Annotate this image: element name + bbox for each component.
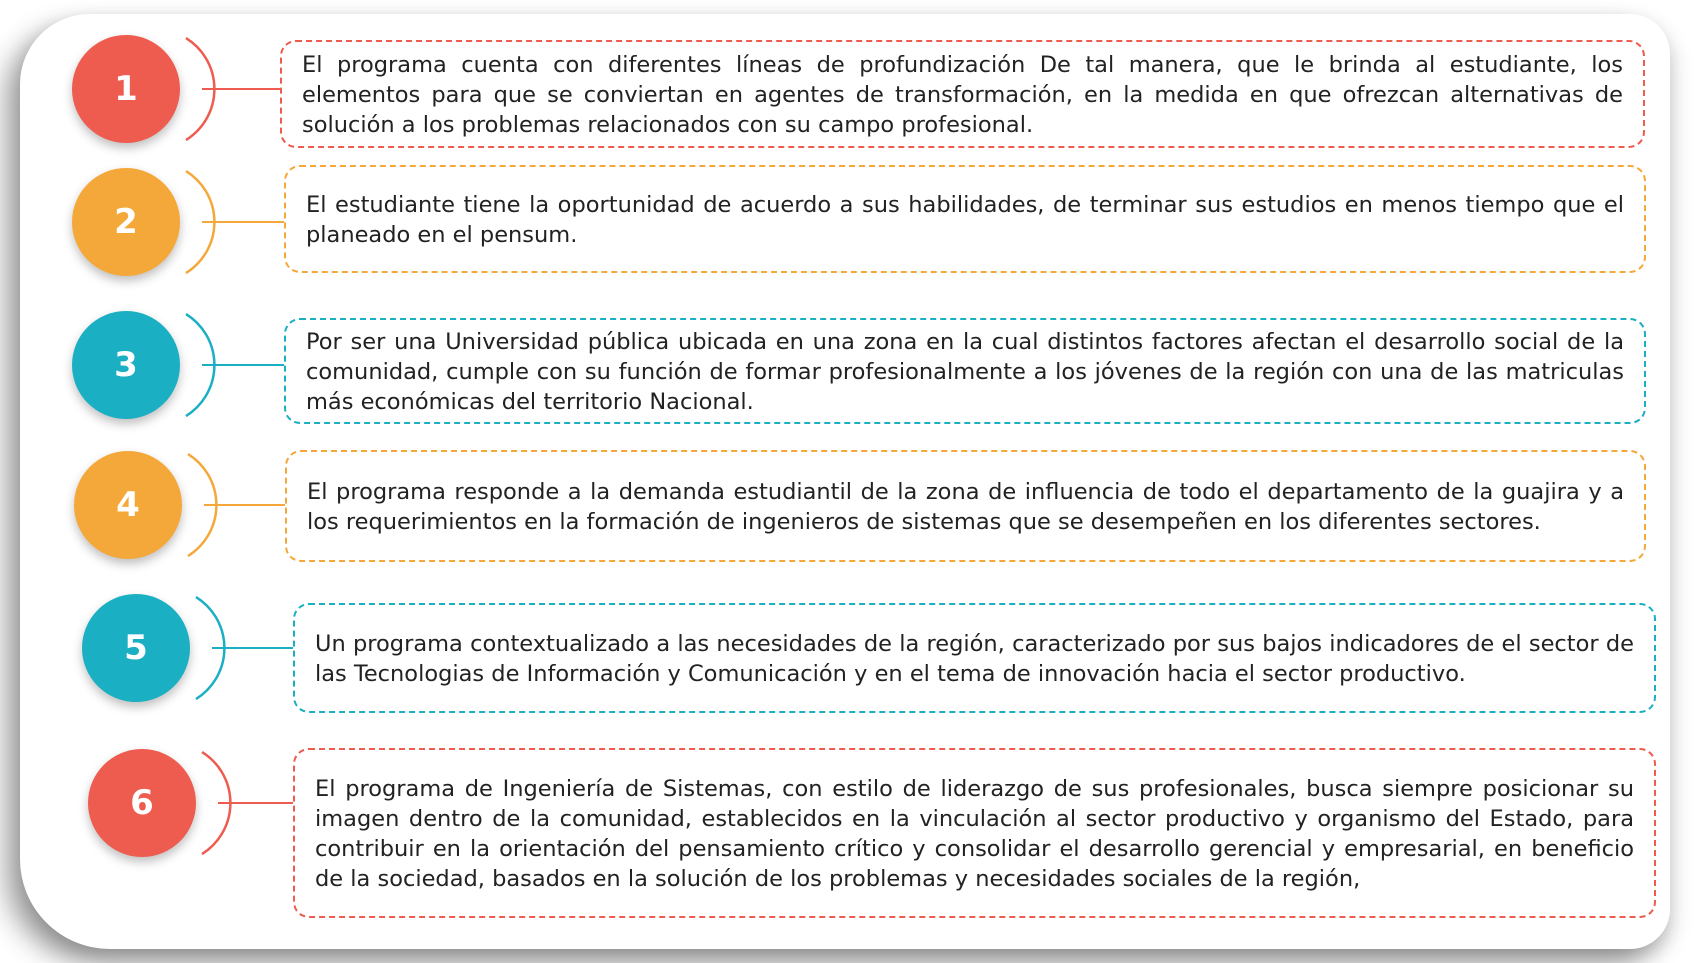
text-box <box>284 165 1646 273</box>
item-text: El programa de Ingeniería de Sistemas, con estilo de liderazgo de sus profesionales, busca siempre posicionar su imagen dentro de la comunidad, establecidos en la vinculación al sector productivo y organismo del Estado, para contribuir en la orientación del pensamiento crítico y consolidar el desarrollo gerencial y empresarial, en beneficio de la sociedad, basados en la solución de los problemas y necesidades sociales de la región, <box>315 776 1634 892</box>
connector-line <box>202 88 280 90</box>
number-badge: 2 <box>72 168 180 276</box>
connector-line <box>202 221 284 223</box>
text-box <box>293 603 1656 713</box>
item-text: Un programa contextualizado a las necesidades de la región, caracterizado por sus bajos indicadores de el sector de las Tecnologias de Información y Comunicación y en el tema de innovación hacia el sector productivo. <box>315 631 1634 687</box>
number-badge: 6 <box>88 749 196 857</box>
number-badge: 4 <box>74 451 182 559</box>
text-box <box>285 450 1646 562</box>
item-text: El programa responde a la demanda estudiantil de la zona de influencia de todo el departamento de la guajira y a los requerimientos en la formación de ingenieros de sistemas que se desempeñen en los diferentes sectores. <box>307 479 1624 535</box>
text-box <box>280 40 1645 148</box>
number-badge: 5 <box>82 594 190 702</box>
connector-line <box>218 802 293 804</box>
connector-line <box>212 647 293 649</box>
connector-line <box>204 504 285 506</box>
number-badge: 3 <box>72 311 180 419</box>
item-text: Por ser una Universidad pública ubicada en una zona en la cual distintos factores afectan el desarrollo social de la comunidad, cumple con su función de formar profesionalmente a los jóvenes de la región con una de las matriculas más económicas del territorio Nacional. <box>306 329 1624 415</box>
text-box <box>284 318 1646 424</box>
number-badge: 1 <box>72 35 180 143</box>
item-text: El programa cuenta con diferentes líneas de profundización De tal manera, que le brinda al estudiante, los elementos para que se conviertan en agentes de transformación, en la medida en que ofrezcan alternativas de solución a los problemas relacionados con su campo profesional. <box>302 52 1623 138</box>
text-box <box>293 748 1656 918</box>
connector-line <box>202 364 284 366</box>
item-text: El estudiante tiene la oportunidad de acuerdo a sus habilidades, de terminar sus estudios en menos tiempo que el planeado en el pensum. <box>306 192 1624 248</box>
